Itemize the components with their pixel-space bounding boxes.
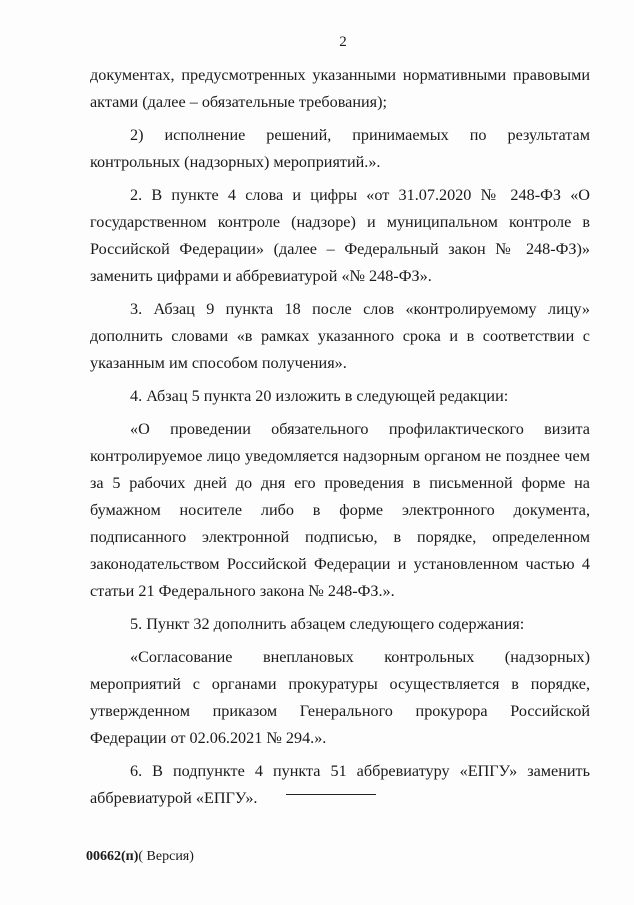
- footer-code: [86, 849, 194, 865]
- paragraph-point-5-quote: «Согласование внеплановых контрольных (надзорных) мероприятий с органами прокуратуры осуществляется в порядке, утвержденном приказом Генерального прокурора Российской Федерации от 02.06.2021 № 294.».: [90, 648, 590, 747]
- page-number: 2: [339, 34, 347, 50]
- body-text: [90, 62, 590, 812]
- paragraph-point-2: 2. В пункте 4 слова и цифры «от 31.07.2020 № 248-ФЗ «О государственном контроле (надзоре) и муниципальном контроле в Российской Федерации» (далее – Федеральный закон № 248-ФЗ)» заменить цифрами и аббревиатурой «№ 248-ФЗ».: [90, 186, 590, 285]
- paragraph-point-5: 5. Пункт 32 дополнить абзацем следующего содержания:: [130, 615, 525, 633]
- paragraph-point-6: 6. В подпункте 4 пункта 51 аббревиатуру «ЕПГУ» заменить аббревиатурой «ЕПГУ».: [90, 762, 590, 807]
- paragraph-item-2: 2) исполнение решений, принимаемых по результатам контрольных (надзорных) мероприятий.».: [90, 126, 590, 171]
- paragraph-point-3: 3. Абзац 9 пункта 18 после слов «контролируемому лицу» дополнить словами «в рамках указанного срока и в соответствии с указанным им способом получения».: [90, 300, 590, 372]
- paragraph-point-4-quote: «О проведении обязательного профилактического визита контролируемое лицо уведомляется надзорным органом не позднее чем за 5 рабочих дней до дня его проведения в письменной форме на бумажном носителе либо в форме электронного документа, подписанного электронной подписью, в порядке, определенном законодательством Российской Федерации и установленном частью 4 статьи 21 Федерального закона № 248-ФЗ.».: [90, 420, 590, 600]
- paragraph-continuation: документах, предусмотренных указанными нормативными правовыми актами (далее – обязательные требования);: [90, 66, 590, 111]
- footer-code-number: 00662(п): [86, 849, 139, 864]
- paragraph-point-4: 4. Абзац 5 пункта 20 изложить в следующей редакции:: [130, 387, 509, 405]
- footer-code-version: ( Версия): [138, 849, 194, 864]
- end-divider: [286, 794, 376, 795]
